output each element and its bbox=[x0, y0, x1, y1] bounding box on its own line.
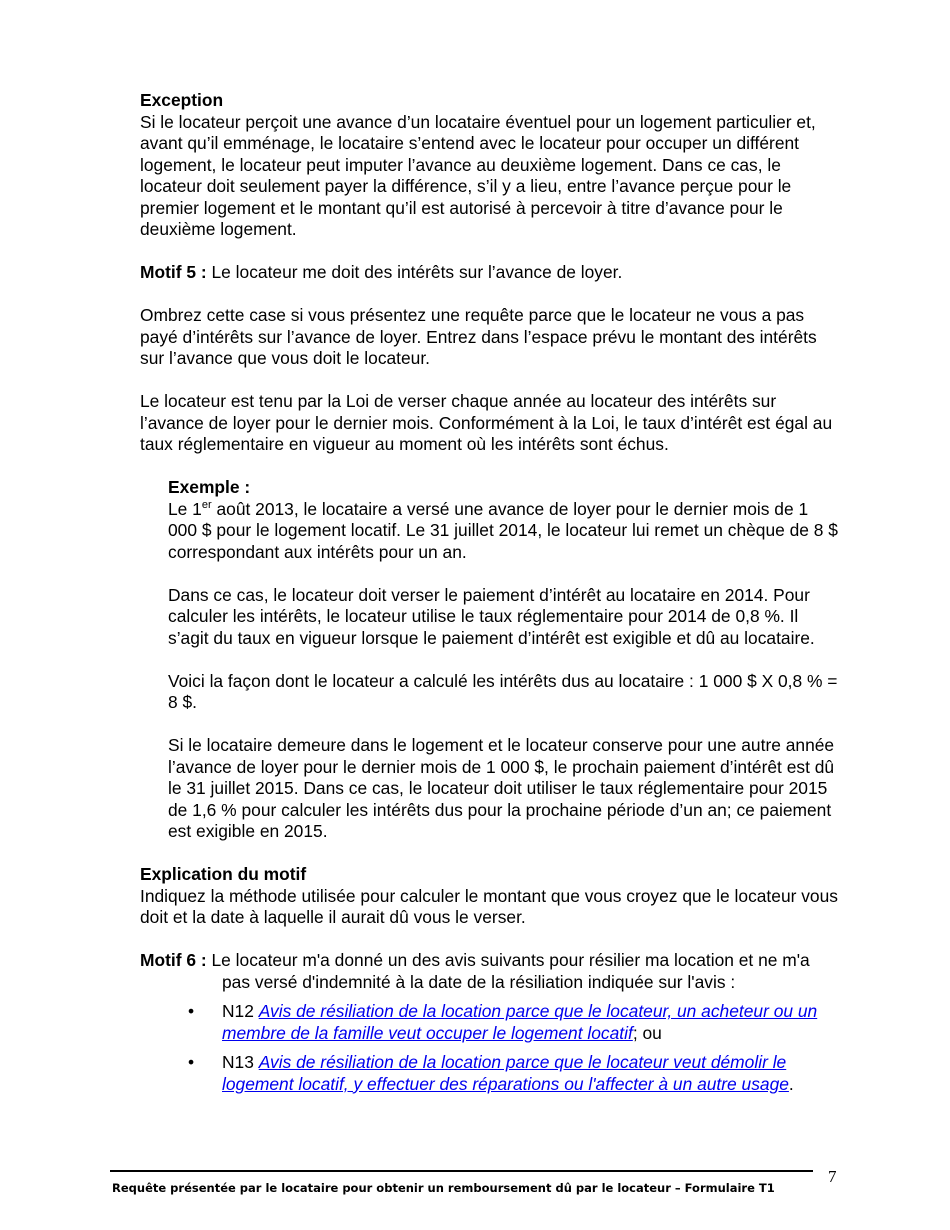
explication-text: Indiquez la méthode utilisée pour calculer le montant que vous croyez que le locateur vous doit et la date à laquelle il aurait dû vous le verser. bbox=[140, 885, 838, 927]
exception-text: Si le locateur perçoit une avance d’un locataire éventuel pour un logement particulier et, avant qu’il emménage, le locataire s’entend avec le locateur pour occuper un différent logement, le locateur peut imputer l’avance au deuxième logement. Dans ce cas, le locateur doit seulement payer la différence, s’il y a lieu, entre l’avance perçue pour le premier logement et le montant qu’il est autorisé à percevoir à titre d’avance pour le deuxième logement. bbox=[140, 111, 816, 239]
bullet-icon: • bbox=[188, 1001, 195, 1021]
bullet-icon: • bbox=[188, 1052, 195, 1072]
motif-6-text: Le locateur m'a donné un des avis suivants pour résilier ma location et ne m'a pas versé d'indemnité à la date de la résiliation indiquée sur l'avis : bbox=[206, 950, 810, 992]
motif-5-para-2: Le locateur est tenu par la Loi de verser chaque année au locateur des intérêts sur l’avance de loyer pour le dernier mois. Conformément à la Loi, le taux d’intérêt est égal au taux réglementaire en vigueur au moment où les intérêts sont échus. bbox=[140, 391, 833, 454]
list-item-n13 bbox=[140, 1052, 840, 1095]
motif-5-label: Motif 5 : bbox=[140, 262, 207, 282]
motif-6 bbox=[140, 950, 840, 993]
example-para-2: Dans ce cas, le locateur doit verser le paiement d’intérêt au locataire en 2014. Pour calculer les intérêts, le locateur utilise le taux réglementaire pour 2014 de 0,8 %. Il s’agit du taux en vigueur lorsque le paiement d’intérêt est exigible et dû au locataire. bbox=[168, 584, 815, 648]
list-item-n12 bbox=[140, 1001, 840, 1044]
list-suffix: ; ou bbox=[632, 1022, 662, 1043]
notice-list bbox=[140, 1001, 840, 1095]
example-heading: Exemple : bbox=[168, 477, 251, 497]
n13-form-link[interactable]: Avis de résiliation de la location parce que le locateur veut démolir le logement locatif, y effectuer des réparations ou l'affecter à un autre usage bbox=[222, 1052, 789, 1094]
explication-heading: Explication du motif bbox=[140, 864, 307, 884]
motif-5 bbox=[140, 262, 840, 284]
motif-6-label: Motif 6 : bbox=[140, 950, 207, 970]
example-para-1: Le 1er août 2013, le locataire a versé une avance de loyer pour le dernier mois de 1 000 $ pour le logement locatif. Le 31 juillet 2014, le locateur lui remet un chèque de 8 $ correspondant aux intérêts pour un an. bbox=[168, 498, 838, 562]
example-block bbox=[168, 477, 840, 843]
notice-code: N13 bbox=[222, 1052, 259, 1072]
example-para-3: Voici la façon dont le locateur a calculé les intérêts dus au locataire : 1 000 $ X 0,8 % = 8 $. bbox=[168, 670, 838, 712]
page-content bbox=[140, 90, 840, 1103]
n12-form-link[interactable]: Avis de résiliation de la location parce que le locateur, un acheteur ou un membre de la famille veut occuper le logement locatif bbox=[222, 1001, 818, 1043]
example-para-4: Si le locataire demeure dans le logement et le locateur conserve pour une autre année l’avance de loyer pour le dernier mois de 1 000 $, le prochain paiement d’intérêt est dû le 31 juillet 2015. Dans ce cas, le locateur doit utiliser le taux réglementaire pour 2015 de 1,6 % pour calculer les intérêts dus pour la prochaine période d’un an; ce paiement est exigible en 2015. bbox=[168, 735, 835, 841]
footer-title: Requête présentée par le locataire pour obtenir un remboursement dû par le locateur – Formulaire T1 bbox=[112, 1181, 775, 1195]
footer-divider bbox=[110, 1170, 813, 1172]
page-number: 7 bbox=[828, 1167, 837, 1186]
exception-heading: Exception bbox=[140, 90, 224, 110]
list-suffix: . bbox=[788, 1073, 794, 1094]
notice-code: N12 bbox=[222, 1001, 259, 1021]
motif-5-text: Le locateur me doit des intérêts sur l’avance de loyer. bbox=[206, 262, 623, 282]
motif-5-para-1: Ombrez cette case si vous présentez une requête parce que le locateur ne vous a pas payé d’intérêts sur l’avance de loyer. Entrez dans l’espace prévu le montant des intérêts sur l’avance que vous doit le locateur. bbox=[140, 305, 817, 368]
